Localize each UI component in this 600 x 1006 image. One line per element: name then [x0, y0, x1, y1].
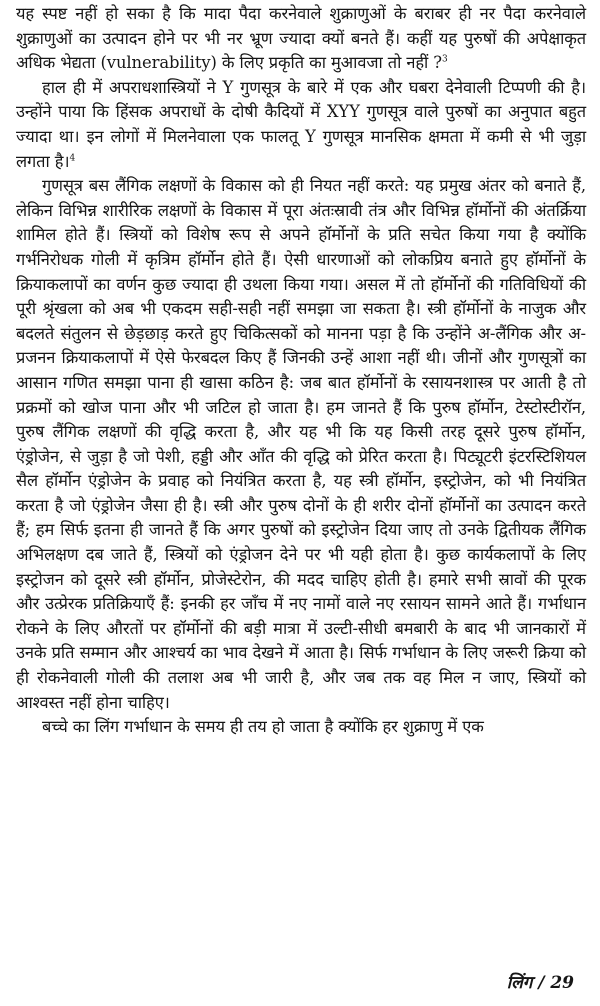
paragraph-4-text: बच्चे का लिंग गर्भाधान के समय ही तय हो जाता है क्योंकि हर शुक्राणु में एक [42, 717, 484, 737]
paragraph-3-text: गुणसूत्र बस लैंगिक लक्षणों के विकास को ही नियत नहीं करते: यह प्रमुख अंतर को बनाते हैं, लेकिन विभिन्न शारीरिक लक्षणों के विकास में पूरा अंतःस्रावी तंत्र और विभिन्न हॉर्मोनों की अंतर्क्रिया शामिल होते हैं। स्त्रियों को विशेष रूप से अपने हॉर्मोनों के प्रति सचेत किया गया है क्योंकि गर्भनिरोधक गोली में कृत्रिम हॉर्मोन होते हैं। ऐसी धारणाओं को लोकप्रिय बनाते हुए हॉर्मोनों के क्रियाकलापों का वर्णन कुछ ज्यादा ही उथला किया गया। असल में तो हॉर्मोनों की गतिविधियों की पूरी श्रृंखला को अब भी एकदम सही-सही नहीं समझा जा सकता है। स्त्री हॉर्मोनों के नाजुक और बदलते संतुलन से छेड़छाड़ करते हुए चिकित्सकों को मानना पड़ा है कि उन्होंने अ-लैंगिक और अ-प्रजनन क्रियाकलापों में ऐसे फेरबदल किए हैं जिनकी उन्हें आशा नहीं थी। जीनों और गुणसूत्रों का आसान गणित समझा पाना ही खासा कठिन है: जब बात हॉर्मोनों के रसायनशास्त्र पर आती है तो प्रक्रमों को खोज पाना और भी जटिल हो जाता है। हम जानते हैं कि पुरुष हॉर्मोन, टेस्टोस्टीरॉन, पुरुष लैंगिक लक्षणों की वृद्धि करता है, और यह भी कि यह किसी तरह दूसरे पुरुष हॉर्मोन, एंड्रोजेन, से जुड़ा है जो पेशी, हड्डी और आँत की वृद्धि को प्रेरित करता है। पिट्यूटरी इंटरस्टिशियल सैल हॉर्मोन एंड्रोजेन के प्रवाह को नियंत्रित करता है, यह स्त्री हॉर्मोन, इस्ट्रोजेन, को भी नियंत्रित करता है जो एंड्रोजेन जैसा ही है। स्त्री और पुरुष दोनों के ही शरीर दोनों हॉर्मोनों का उत्पादन करते हैं; हम सिर्फ इतना ही जानते हैं कि अगर पुरुषों को इस्ट्रोजेन दिया जाए तो उनके द्वितीयक लैंगिक अभिलक्षण दब जाते हैं, स्त्रियों को एंड्रोजन देने पर भी यही होता है। कुछ कार्यकलापों के लिए इस्ट्रोजन को दूसरे स्त्री हॉर्मोन, प्रोजेस्टेरोन, की मदद चाहिए होती है। हमारे सभी स्रावों की पूरक और उत्प्रेरक प्रतिक्रियाएँ हैं: इनकी हर जाँच में नए नामों वाले नए रसायन सामने आते हैं। गर्भाधान रोकने के लिए औरतों पर हॉर्मोनों की बड़ी मात्रा में उल्टी-सीधी बमबारी के बाद भी जानकारों में उनके प्रति सम्मान और आश्चर्य का भाव देखने में आता है। सिर्फ गर्भाधान के लिए जरूरी क्रिया को ही रोकनेवाली गोली की तलाश अब भी जारी है, और जब तक वह मिल न जाए, स्त्रियों को आश्वस्त नहीं होना चाहिए। [16, 176, 586, 712]
paragraph-1-text: यह स्पष्ट नहीं हो सका है कि मादा पैदा करनेवाले शुक्राणुओं के बराबर ही नर पैदा करनेवाले शुक्राणुओं का उत्पादन होने पर भी नर भ्रूण ज्यादा क्यों बनते हैं। कहीं यह पुरुषों की अपेक्षाकृत अधिक भेद्यता (vulnerability) के लिए प्रकृति का मुआवजा तो नहीं ? [16, 4, 586, 73]
footnote-marker-4: 4 [69, 153, 76, 164]
paragraph-4 [16, 715, 586, 740]
paragraph-3 [16, 174, 586, 715]
paragraph-2 [16, 76, 586, 174]
book-page [16, 2, 586, 740]
footnote-marker-3: 3 [442, 54, 448, 65]
running-footer: लिंग / 29 [506, 973, 574, 993]
paragraph-2-text: हाल ही में अपराधशास्त्रियों ने Y गुणसूत्र के बारे में एक और घबरा देनेवाली टिप्पणी की है। उन्होंने पाया कि हिंसक अपराधों के दोषी कैदियों में XYY गुणसूत्र वाले पुरुषों का अनुपात बहुत ज्यादा था। इन लोगों में मिलनेवाला एक फालतू Y गुणसूत्र मानसिक क्षमता में कमी से भी जुड़ा लगता है। [16, 77, 586, 171]
paragraph-1 [16, 2, 586, 76]
